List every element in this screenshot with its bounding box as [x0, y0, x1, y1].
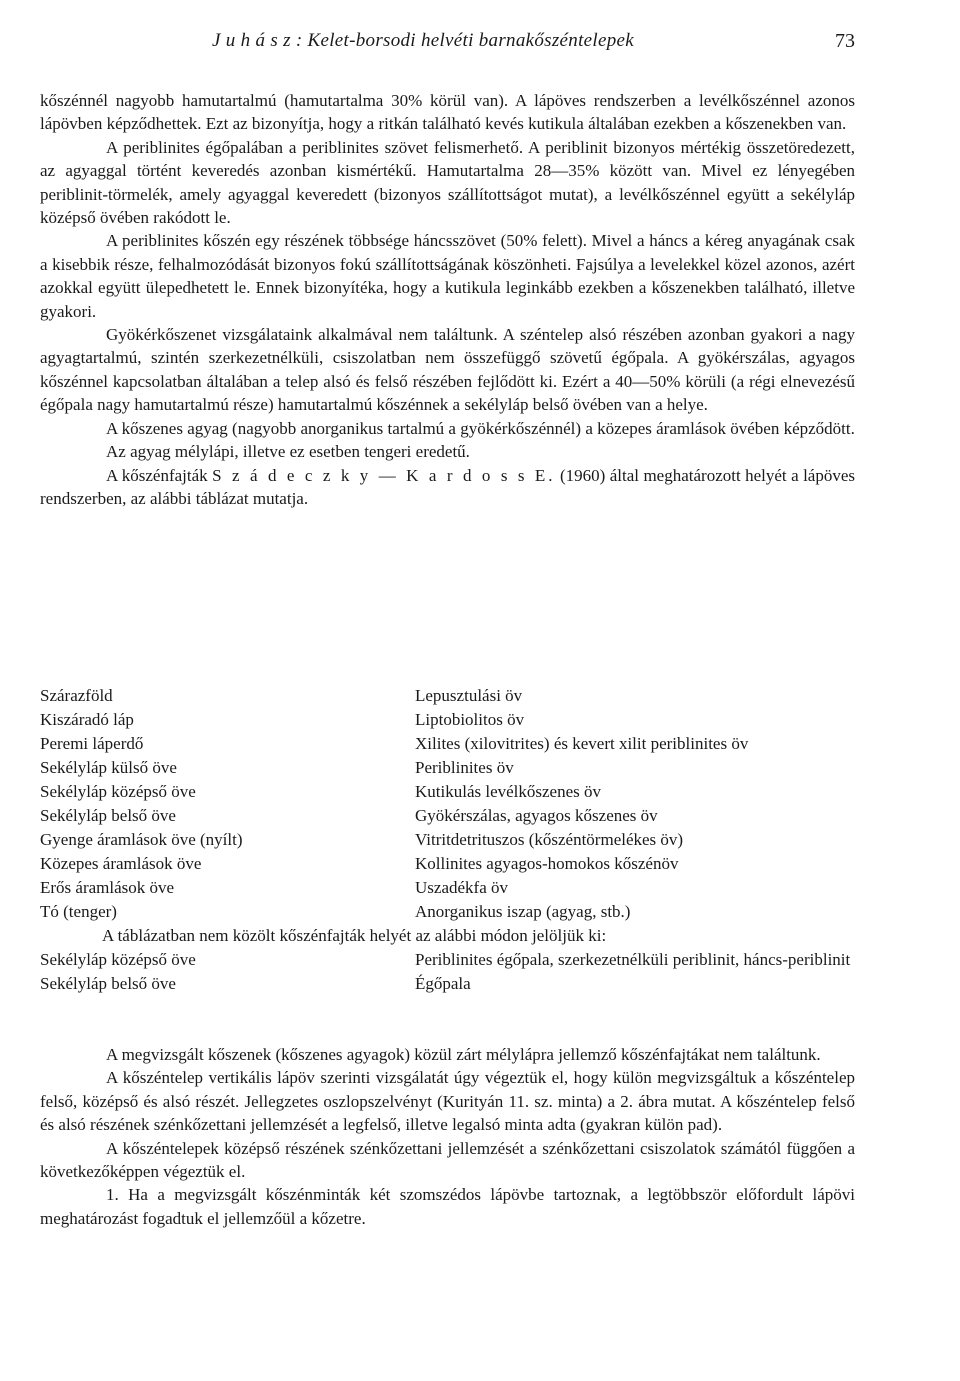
table-row — [40, 804, 860, 828]
paragraph: A megvizsgált kőszenek (kőszenes agyagok) közül zárt mélylápra jellemző kőszénfajtákat nem találtunk. — [106, 1045, 821, 1064]
zone-cell: Sekélyláp belső öve — [40, 806, 176, 825]
intro-suffix: (1960) által meghatározott helyét a lápöves rendszerben, az alábbi táblázat mutatja. — [40, 465, 856, 508]
body-text — [40, 89, 855, 510]
zone-cell: Kiszáradó láp — [40, 710, 134, 729]
table-row — [40, 900, 860, 924]
coal-type-cell: Xilites (xilovitrites) és kevert xilit periblinites öv — [415, 734, 749, 753]
table-row — [40, 948, 860, 972]
table-row — [40, 684, 860, 708]
coal-type-cell: Vitritdetrituszos (kőszéntörmelékes öv) — [415, 830, 684, 849]
table-row — [40, 780, 860, 804]
paragraph: Gyökérkőszenet vizsgálataink alkalmával nem találtunk. A széntelep alsó részében azonban gyakori a nagy agyagtartalmú, szintén szerkezetnélküli, csiszolatban nem összefüggő szövetű égőpala. A gyökérszálas, agyagos kőszénnel kapcsolatban általában a telep alsó és felső részében fejlődött ki. Ezért a 40—50% körüli (a régi elnevezésű égőpala nagy hamutartalmú része) hamutartalmú kőszénnek a sekélyláp belső övében van a helye. — [40, 325, 855, 415]
table-row — [40, 852, 860, 876]
paragraph: A kőszéntelep vertikális lápöv szerinti vizsgálatát úgy végeztük el, hogy külön megvizsgáltuk a kőszéntelep felső, középső és alsó részét. Jellegzetes oszlopszelvényt (Kurityán 11. sz. minta) a 2. ábra mutat. A kőszéntelep felső és alsó részének szénkőzettani jellemzését a legfelső, illetve legalsó minta adta (gyakran külön pad). — [40, 1068, 855, 1135]
coal-type-cell: Periblinites öv — [415, 758, 514, 777]
page-number: 73 — [835, 30, 855, 52]
zone-cell: Tó (tenger) — [40, 902, 117, 921]
table-row — [40, 756, 860, 780]
coal-type-cell: Anorganikus iszap (agyag, stb.) — [415, 902, 631, 921]
table-row — [40, 732, 860, 756]
zone-cell: Gyenge áramlások öve (nyílt) — [40, 830, 243, 849]
intro-prefix: A kőszénfajták — [106, 465, 208, 485]
paragraph: kőszénnél nagyobb hamutartalmú (hamutartalma 30% körül van). A lápöves rendszerben a levélkőszénnel azonos lápövben képződhettek. Ezt az bizonyítja, hogy a ritkán található kevés kutikula általában ezekben a kőszenekben van. — [40, 91, 855, 134]
zone-cell: Peremi láperdő — [40, 734, 144, 753]
zone-cell: Sekélyláp külső öve — [40, 758, 177, 777]
coal-type-cell: Periblinites égőpala, szerkezetnélküli periblinit, háncs-periblinit — [415, 950, 851, 969]
zone-cell: Sekélyláp belső öve — [40, 974, 176, 993]
table-intro-paragraph — [40, 464, 855, 511]
paragraph: A periblinites kőszén egy részének többsége háncsszövet (50% felett). Mivel a háncs a kéreg anyagának csak a kisebbik része, felhalmozódását bizonyos fokú szállítottságának köszönheti. Fajsúlya a levelekkel közel azonos, azért azokkal együtt ülepedhetett le. Ennek bizonyítéka, hogy a kutikula leginkább ezekben a kőszenekben található, illetve gyakori. — [40, 231, 855, 321]
zone-cell: Sekélyláp középső öve — [40, 950, 196, 969]
zone-cell: Szárazföld — [40, 686, 113, 705]
lapov-table — [40, 684, 860, 996]
closing-text — [40, 1043, 855, 1230]
coal-type-cell: Lepusztulási öv — [415, 686, 523, 705]
table-row — [40, 708, 860, 732]
coal-type-cell: Gyökérszálas, agyagos kőszenes öv — [415, 806, 658, 825]
coal-type-cell: Kutikulás levélkőszenes öv — [415, 782, 602, 801]
table-row — [40, 828, 860, 852]
cited-authors: S z á d e c z k y — K a r d o s s E. — [212, 465, 556, 485]
coal-type-cell: Uszadékfa öv — [415, 878, 508, 897]
zone-cell: Erős áramlások öve — [40, 878, 175, 897]
paragraph: A kőszéntelepek középső részének szénkőzettani jellemzését a szénkőzettani csiszolatok számától függően a következőképpen végeztük el. — [40, 1138, 855, 1182]
paragraph: A kőszenes agyag (nagyobb anorganikus tartalmú a gyökérkőszénnél) a közepes áramlások övében képződött. — [106, 418, 855, 438]
zone-cell: Közepes áramlások öve — [40, 854, 202, 873]
coal-type-cell: Kollinites agyagos-homokos kőszénöv — [415, 854, 679, 873]
table-note: A táblázatban nem közölt kőszénfajták helyét az alábbi módon jelöljük ki: — [102, 926, 607, 945]
paragraph: Az agyag mélylápi, illetve ez esetben tengeri eredetű. — [106, 442, 470, 462]
paragraph: 1. Ha a megvizsgált kőszénminták két szomszédos lápövbe tartoznak, a legtöbbször előfordult lápövi meghatározást fogadtuk el jellemzőül a kőzetre. — [40, 1185, 855, 1228]
paragraph: A periblinites égőpalában a periblinites szövet felismerhető. A periblinit bizonyos mértékig összetöredezett, az agyaggal történt keveredés azonban kismértékű. Hamutartalma 28—35% között van. Mivel ez lényegében periblinit-törmelék, amely agyaggal keveredett (bizonyos szállítottságot mutat), a levélkőszénnel együtt a sekélyláp középső övében rakódott le. — [40, 137, 855, 228]
table-row — [40, 876, 860, 900]
table-row — [40, 972, 860, 996]
zone-cell: Sekélyláp középső öve — [40, 782, 196, 801]
running-title: J u h á s z : Kelet-borsodi helvéti barnakőszéntelepek — [212, 30, 634, 51]
page-header — [40, 30, 855, 60]
coal-type-cell: Égőpala — [415, 974, 471, 993]
coal-type-cell: Liptobiolitos öv — [415, 710, 525, 729]
